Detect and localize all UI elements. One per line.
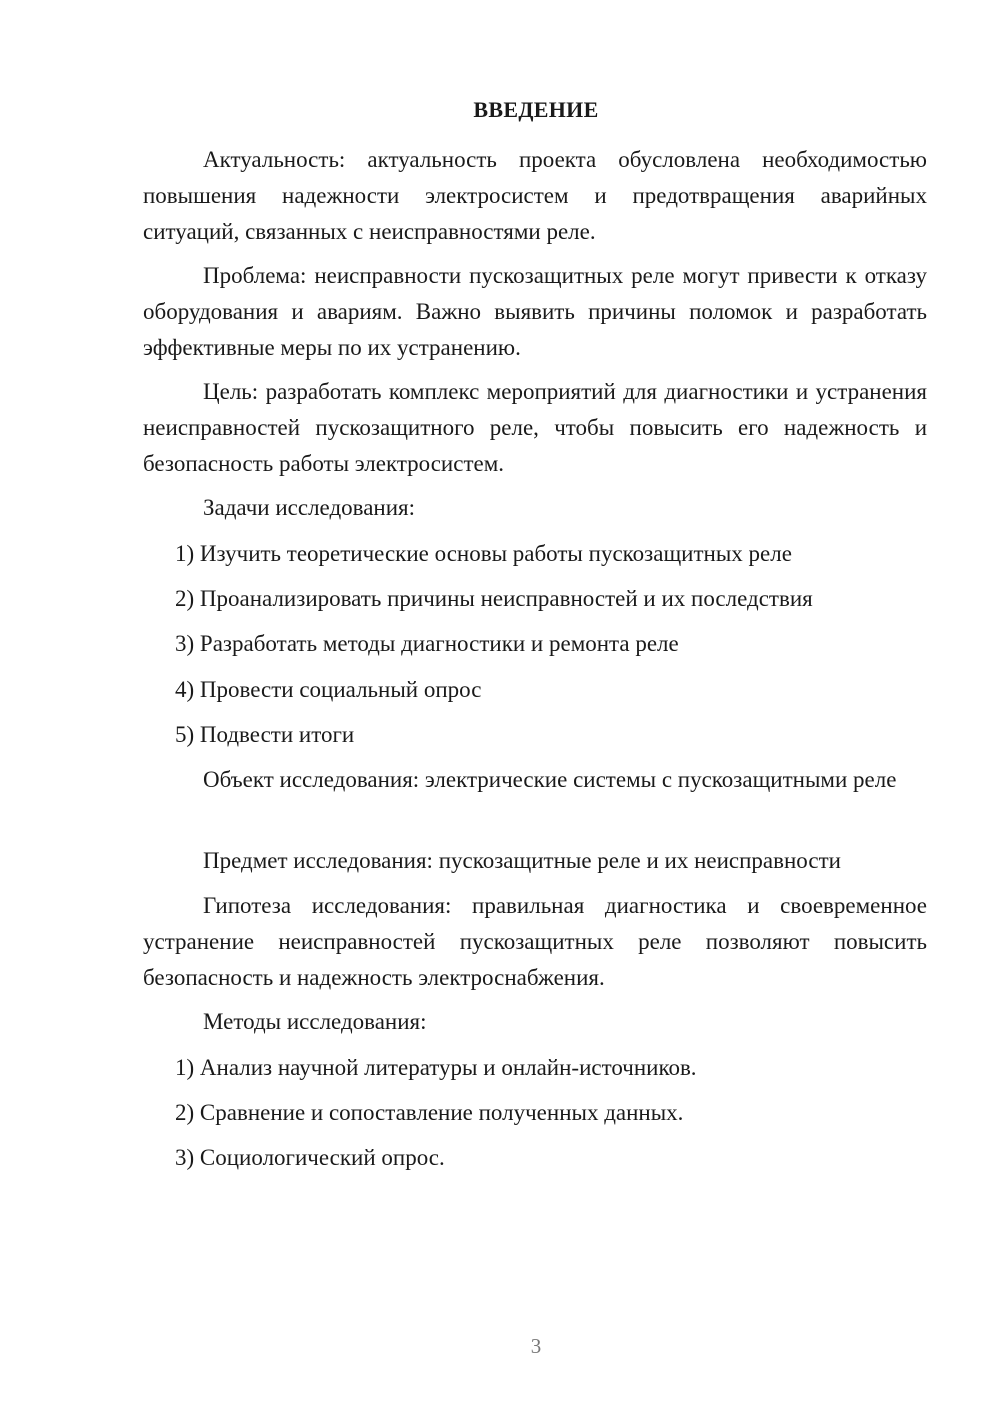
task-item: 4) Провести социальный опрос bbox=[175, 677, 482, 702]
task-item: 5) Подвести итоги bbox=[175, 722, 355, 747]
paragraph-problem: Проблема: неисправности пускозащитных реле могут привести к отказу оборудования и авариям. Важно выявить причины поломок и разработать эффективные меры по их устранению. bbox=[143, 263, 927, 360]
method-item: 1) Анализ научной литературы и онлайн-источников. bbox=[175, 1055, 697, 1080]
task-item: 3) Разработать методы диагностики и ремонта реле bbox=[175, 631, 679, 656]
paragraph-tasks-intro: Задачи исследования: bbox=[203, 495, 416, 520]
paragraph-goal: Цель: разработать комплекс мероприятий для диагностики и устранения неисправностей пускозащитного реле, чтобы повысить его надежность и безопасность работы электросистем. bbox=[143, 379, 927, 476]
method-item: 3) Социологический опрос. bbox=[175, 1145, 445, 1170]
paragraph-methods-intro: Методы исследования: bbox=[203, 1009, 427, 1034]
task-item: 1) Изучить теоретические основы работы пускозащитных реле bbox=[175, 541, 792, 566]
paragraph-subject: Предмет исследования: пускозащитные реле и их неисправности bbox=[203, 848, 841, 873]
page-title: ВВЕДЕНИЕ bbox=[473, 97, 599, 122]
method-item: 2) Сравнение и сопоставление полученных данных. bbox=[175, 1100, 684, 1125]
paragraph-object: Объект исследования: электрические системы с пускозащитными реле bbox=[203, 767, 897, 792]
paragraph-hypothesis: Гипотеза исследования: правильная диагностика и своевременное устранение неисправностей пускозащитных реле позволяют повысить безопасность и надежность электроснабжения. bbox=[143, 893, 927, 990]
task-item: 2) Проанализировать причины неисправностей и их последствия bbox=[175, 586, 813, 611]
page-number: 3 bbox=[530, 1334, 542, 1358]
paragraph-relevance: Актуальность: актуальность проекта обусловлена необходимостью повышения надежности электросистем и предотвращения аварийных ситуаций, связанных с неисправностями реле. bbox=[143, 147, 927, 244]
